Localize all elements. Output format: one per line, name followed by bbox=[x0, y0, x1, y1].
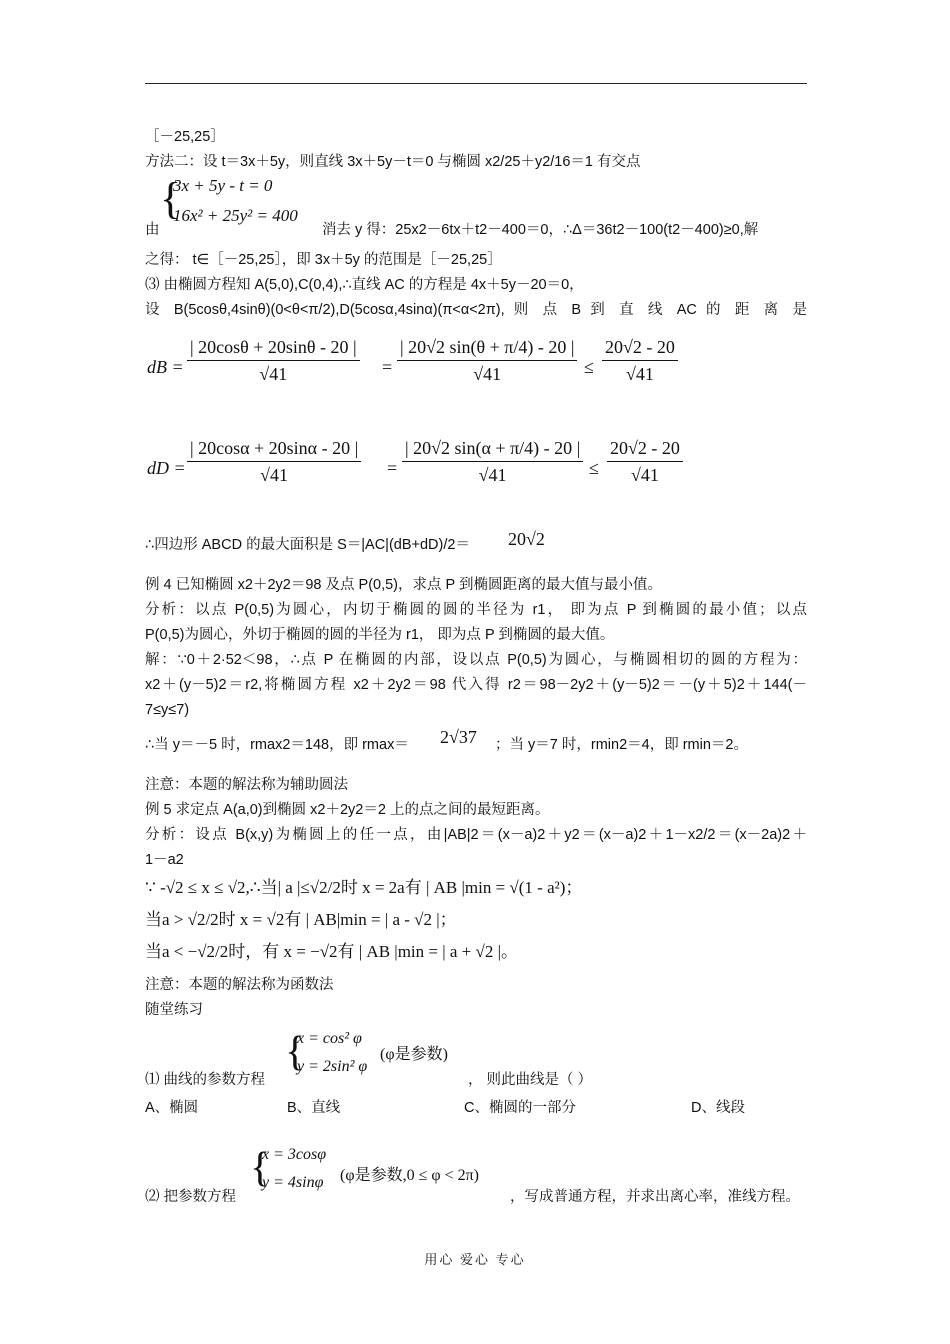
example-4-analysis-2: P(0,5)为圆心，外切于椭圆的圆的半径为 r1， 即为点 P 到椭圆的最大值。 bbox=[145, 627, 615, 643]
system2-note: (φ是参数) bbox=[380, 1046, 448, 1063]
system2-eq2: y = 2sin² φ bbox=[297, 1058, 368, 1075]
dD-fraction3-num: 20√2 - 20 bbox=[607, 438, 683, 462]
line-solution: 之得： t∈［－25,25］，即 3x＋5y 的范围是［－25,25］ bbox=[145, 252, 502, 268]
system2-eq1: x = cos² φ bbox=[297, 1030, 362, 1047]
line-max-area: ∴四边形 ABCD 的最大面积是 S＝|AC|(dB+dD)/2＝ bbox=[145, 537, 470, 553]
exercise-2-prefix: ⑵ 把参数方程 bbox=[145, 1189, 237, 1205]
dB-lhs: dB = bbox=[147, 357, 184, 377]
max-area-value: 20√2 bbox=[508, 529, 545, 549]
dD-equals: = bbox=[387, 458, 398, 478]
example-4-solution-3: 7≤y≤7) bbox=[145, 702, 190, 718]
example-4-solution-1: 解：∵0＋2·52＜98，∴点 P 在椭圆的内部，设以点 P(0,5)为圆心，与椭圆相切的圆的方程为： bbox=[145, 652, 807, 668]
practice-heading: 随堂练习 bbox=[145, 1002, 203, 1018]
method-two: 方法二：设 t＝3x＋5y，则直线 3x＋5y－t＝0 与椭圆 x2/25＋y2/16＝1 有交点 bbox=[145, 154, 641, 170]
dD-fraction3-den: √41 bbox=[630, 465, 659, 485]
dB-fraction1-num: | 20cosθ + 20sinθ - 20 | bbox=[187, 337, 360, 361]
dB-equals: = bbox=[382, 357, 393, 377]
dB-fraction1-den: √41 bbox=[259, 364, 288, 384]
header-rule bbox=[145, 83, 807, 84]
system3-note: (φ是参数,0 ≤ φ < 2π) bbox=[340, 1167, 480, 1184]
note-aux-circle: 注意：本题的解法称为辅助圆法 bbox=[145, 777, 348, 793]
example-4-title: 例 4 已知椭圆 x2＋2y2＝98 及点 P(0,5)，求点 P 到椭圆距离的最大值与最小值。 bbox=[145, 577, 662, 593]
option-d: D、线段 bbox=[691, 1100, 745, 1116]
example-4-solution-2: x2＋(y－5)2＝r2,将椭圆方程 x2＋2y2＝98 代入得 r2＝98－2y2＋(y－5)2＝－(y＋5)2＋144(－ bbox=[145, 677, 807, 693]
example-4-analysis-1: 分析：以点 P(0,5)为圆心，内切于椭圆的圆的半径为 r1， 即为点 P 到椭圆的最小值；以点 bbox=[145, 602, 807, 618]
note-function-method: 注意：本题的解法称为函数法 bbox=[145, 977, 334, 993]
line-range: ［－25,25］ bbox=[145, 129, 225, 145]
dB-fraction2-den: √41 bbox=[473, 364, 502, 384]
exercise-2-suffix: ，写成普通方程，并求出离心率，准线方程。 bbox=[510, 1189, 800, 1205]
dD-fraction2-den: √41 bbox=[478, 465, 507, 485]
dD-lhs: dD = bbox=[147, 458, 186, 478]
example-4-result-b: ；当 y＝7 时，rmin2＝4，即 rmin＝2。 bbox=[495, 737, 748, 753]
line-eliminate-prefix: 由 bbox=[145, 222, 160, 238]
example-5-math-1: ∵ -√2 ≤ x ≤ √2,∴当| a |≤√2/2时 x = 2a有 | AB |min = √(1 - a²)； bbox=[145, 878, 583, 897]
example-5-analysis-2: 1－a2 bbox=[145, 852, 184, 868]
page-footer: 用心 爱心 专心 bbox=[424, 1252, 526, 1267]
system3-eq2: y = 4sinφ bbox=[262, 1174, 324, 1191]
example-5-analysis-1: 分析：设点 B(x,y)为椭圆上的任一点，由|AB|2＝(x－a)2＋y2＝(x－a)2＋1－x2/2＝(x－2a)2＋ bbox=[145, 827, 807, 843]
line-ac-equation: ⑶ 由椭圆方程知 A(5,0),C(0,4),∴直线 AC 的方程是 4x＋5y－20＝0， bbox=[145, 277, 584, 293]
dD-fraction1-den: √41 bbox=[260, 465, 289, 485]
system1-eq1: 3x + 5y - t = 0 bbox=[173, 176, 273, 195]
rmax-value: 2√37 bbox=[440, 727, 477, 747]
option-b: B、直线 bbox=[287, 1100, 341, 1116]
dD-fraction1-num: | 20cosα + 20sinα - 20 | bbox=[187, 438, 361, 462]
option-c: C、椭圆的一部分 bbox=[464, 1100, 576, 1116]
example-4-result-a: ∴当 y＝－5 时，rmax2＝148，即 rmax＝ bbox=[145, 737, 409, 753]
dB-fraction2-num: | 20√2 sin(θ + π/4) - 20 | bbox=[397, 337, 577, 361]
system3-eq1: x = 3cosφ bbox=[262, 1146, 327, 1163]
dD-fraction2-num: | 20√2 sin(α + π/4) - 20 | bbox=[402, 438, 583, 462]
option-a: A、椭圆 bbox=[145, 1100, 199, 1116]
example-5-math-2: 当a > √2/2时 x = √2有 | AB|min = | a - √2 |； bbox=[145, 910, 457, 929]
example-5-title: 例 5 求定点 A(a,0)到椭圆 x2＋2y2＝2 上的点之间的最短距离。 bbox=[145, 802, 550, 818]
line-points-bd: 设 B(5cosθ,4sinθ)(0<θ<π/2),D(5cosα,4sinα)(π<α<2π), 则 点 B 到 直 线 AC 的 距 离 是 bbox=[145, 302, 807, 318]
dB-le: ≤ bbox=[584, 357, 594, 377]
dB-fraction3-den: √41 bbox=[625, 364, 654, 384]
example-5-math-3: 当a < −√2/2时，有 x = −√2有 | AB |min = | a + √2 |。 bbox=[145, 942, 519, 961]
system1-eq2: 16x² + 25y² = 400 bbox=[173, 206, 298, 225]
exercise-1-prefix: ⑴ 曲线的参数方程 bbox=[145, 1072, 266, 1088]
dB-fraction3-num: 20√2 - 20 bbox=[602, 337, 678, 361]
exercise-1-suffix: ， 则此曲线是（ ） bbox=[468, 1072, 593, 1088]
dD-le: ≤ bbox=[589, 458, 599, 478]
line-eliminate: 消去 y 得：25x2－6tx＋t2－400＝0，∴Δ＝36t2－100(t2－400)≥0,解 bbox=[322, 222, 759, 238]
